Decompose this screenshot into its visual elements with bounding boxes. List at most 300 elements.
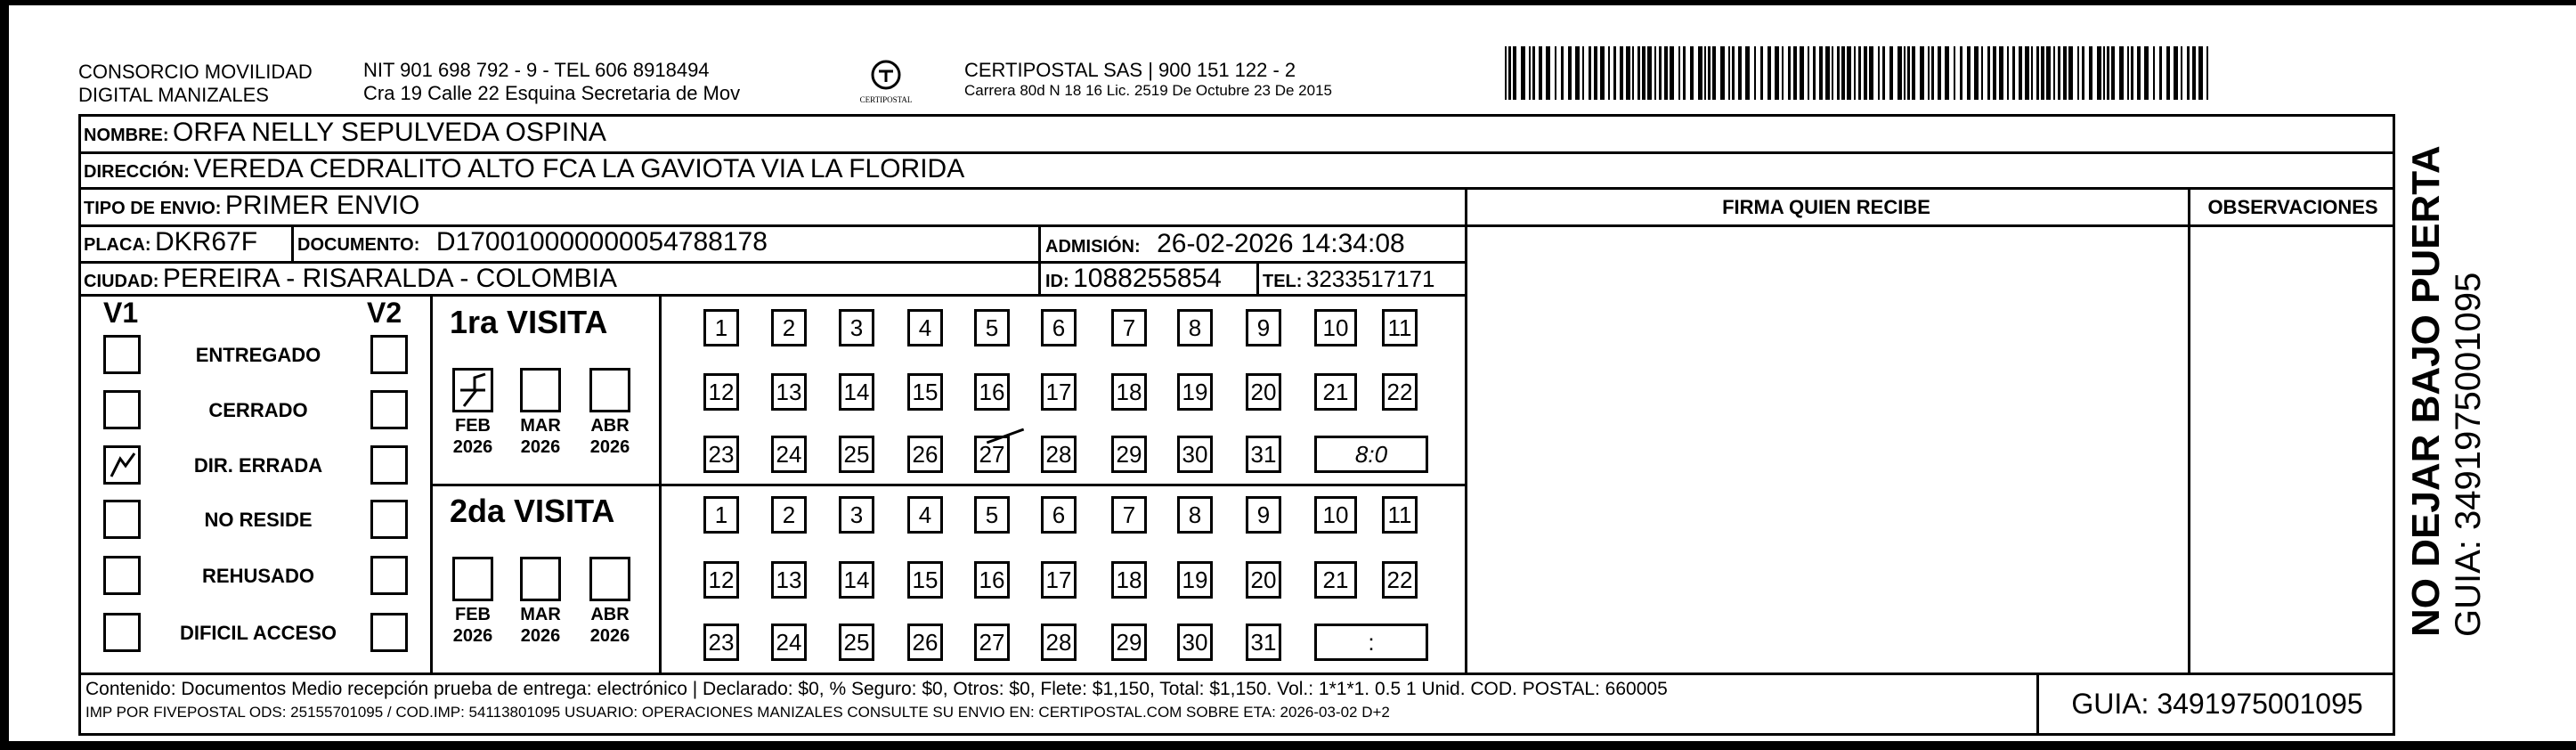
torn-bottom-edge	[0, 741, 2576, 750]
barcode-bar	[1561, 46, 1564, 100]
day-number: 26	[912, 628, 939, 656]
day-box[interactable]	[1177, 373, 1213, 411]
barcode-bar	[2206, 46, 2208, 100]
day-number: 13	[776, 378, 802, 405]
day-box[interactable]	[703, 561, 739, 599]
imp-line: IMP POR FIVEPOSTAL ODS: 25155701095 / COD.IMP: 54113801095 USUARIO: OPERACIONES MANIZALES CONSULTE SU ENVIO EN: CERTIPOSTAL.COM SOBRE ETA: 2026-03-02 D+2	[85, 704, 1390, 721]
day-number: 21	[1322, 378, 1349, 405]
day-box[interactable]	[1246, 309, 1281, 346]
v2-checkbox[interactable]	[370, 335, 408, 374]
day-box[interactable]	[703, 496, 739, 534]
month-year: 2026	[520, 437, 561, 457]
torn-left-edge	[0, 0, 9, 750]
day-number: 18	[1116, 566, 1142, 593]
barcode-bar	[1594, 46, 1597, 100]
day-number: 3	[849, 501, 864, 528]
month-year: 2026	[452, 437, 493, 457]
day-box[interactable]	[1041, 309, 1077, 346]
day-number: 29	[1116, 628, 1142, 656]
barcode-bar	[2063, 46, 2067, 100]
barcode-bar	[1754, 46, 1756, 100]
barcode-bar	[1869, 46, 1873, 100]
placa-row	[84, 227, 257, 257]
day-number: 19	[1182, 566, 1208, 593]
day-box[interactable]	[703, 309, 739, 346]
barcode-bar	[1600, 46, 1605, 100]
day-box[interactable]	[771, 624, 807, 661]
month-label	[583, 604, 637, 647]
barcode-bar	[1832, 46, 1833, 100]
barcode-bar	[1864, 46, 1867, 100]
day-box[interactable]	[1314, 373, 1357, 411]
v2-checkbox[interactable]	[370, 613, 408, 652]
placa-value: DKR67F	[155, 227, 258, 257]
barcode-bar	[1637, 46, 1640, 100]
barcode-bar	[1738, 46, 1742, 100]
barcode-bar	[1889, 46, 1893, 100]
month-name: FEB	[455, 416, 491, 436]
day-number: 31	[1250, 628, 1277, 656]
day-box[interactable]	[907, 309, 943, 346]
barcode-bar	[1967, 46, 1971, 100]
day-box[interactable]	[1246, 496, 1281, 534]
certipostal-logo	[855, 59, 917, 104]
day-box[interactable]	[974, 373, 1010, 411]
id-value: 1088255854	[1073, 264, 1222, 293]
day-number: 6	[1052, 501, 1066, 528]
day-number: 25	[843, 628, 870, 656]
barcode-bar	[1938, 46, 1941, 100]
day-number: 1	[714, 501, 728, 528]
day-number: 28	[1045, 628, 1072, 656]
barcode-bar	[1793, 46, 1797, 100]
day-number: 12	[708, 566, 735, 593]
barcode-bar	[1813, 46, 1816, 100]
day-box[interactable]	[1177, 561, 1213, 599]
barcode-bar	[2107, 46, 2109, 100]
barcode-bar	[1513, 46, 1516, 100]
barcode-bar	[1954, 46, 1955, 100]
observaciones-label: OBSERVACIONES	[2207, 196, 2378, 218]
month-checkbox[interactable]	[520, 368, 561, 412]
barcode-bar	[1767, 46, 1771, 100]
barcode-bar	[2144, 46, 2149, 100]
v1-checkbox[interactable]	[103, 390, 141, 429]
day-box[interactable]	[907, 373, 943, 411]
admision-divider	[1038, 224, 1041, 294]
direccion-row	[84, 154, 964, 184]
v1-checkbox[interactable]	[103, 556, 141, 595]
direccion-label: DIRECCIÓN:	[84, 162, 190, 182]
day-number: 27	[979, 628, 1005, 656]
day-number: 22	[1386, 566, 1413, 593]
barcode-bar	[1555, 46, 1556, 100]
day-box[interactable]	[1246, 561, 1281, 599]
barcode-bar	[1626, 46, 1630, 100]
day-number: 23	[708, 628, 735, 656]
time-box[interactable]	[1314, 624, 1428, 661]
day-number: 24	[776, 628, 802, 656]
day-number: 13	[776, 566, 802, 593]
day-number: 6	[1052, 314, 1066, 341]
barcode-bar	[2119, 46, 2124, 100]
certipostal-line-1: CERTIPOSTAL SAS | 900 151 122 - 2	[964, 59, 1296, 81]
barcode-bar	[1654, 46, 1656, 100]
admision-value: 26-02-2026 14:34:08	[1157, 229, 1405, 258]
day-number: 2	[782, 501, 796, 528]
barcode-bar	[1568, 46, 1572, 100]
logo-text: CERTIPOSTAL	[859, 95, 913, 104]
visit-month-divider	[659, 294, 662, 675]
day-number: 11	[1387, 314, 1412, 341]
day-box[interactable]	[1382, 309, 1418, 346]
barcode-bar	[1808, 46, 1809, 100]
barcode-bar	[2181, 46, 2182, 100]
month-year: 2026	[589, 626, 630, 646]
observaciones-left-border	[2188, 187, 2190, 675]
month-checkbox[interactable]	[452, 557, 493, 601]
day-number: 4	[918, 501, 932, 528]
v2-checkbox[interactable]	[370, 556, 408, 595]
second-visit-title: 2da VISITA	[450, 493, 615, 529]
nit-line: NIT 901 698 792 - 9 - TEL 606 8918494	[363, 59, 710, 81]
tipo-value: PRIMER ENVIO	[224, 191, 420, 220]
barcode-bar	[1837, 46, 1840, 100]
barcode-bar	[2031, 46, 2033, 100]
day-number: 7	[1122, 501, 1136, 528]
footer-divider	[78, 673, 2395, 675]
month-year: 2026	[589, 437, 630, 457]
day-box[interactable]	[907, 561, 943, 599]
ciudad-row	[84, 264, 617, 294]
footer-text	[85, 679, 1668, 721]
day-box[interactable]	[1246, 436, 1281, 473]
day-number: 17	[1045, 566, 1072, 593]
day-box[interactable]	[1314, 496, 1357, 534]
barcode-bar	[1690, 46, 1694, 100]
row-divider	[78, 187, 2395, 190]
day-box[interactable]	[907, 496, 943, 534]
v1-checkbox[interactable]	[103, 335, 141, 374]
day-box[interactable]	[1041, 373, 1077, 411]
v2-checkbox[interactable]	[370, 500, 408, 539]
status-label: NO RESIDE	[204, 509, 313, 531]
day-number: 8	[1188, 501, 1202, 528]
day-number: 8	[1188, 314, 1202, 341]
day-box[interactable]	[1041, 436, 1077, 473]
month-year: 2026	[452, 626, 493, 646]
barcode	[1505, 46, 2217, 100]
day-number: 24	[776, 440, 802, 468]
day-number: 3	[849, 314, 864, 341]
first-visit-title: 1ra VISITA	[450, 304, 608, 340]
barcode-bar	[1782, 46, 1784, 100]
v1-label: V1	[103, 297, 139, 329]
day-box[interactable]	[974, 436, 1010, 473]
day-box[interactable]	[839, 436, 874, 473]
barcode-bar	[1698, 46, 1702, 100]
barcode-bar	[2127, 46, 2129, 100]
day-box[interactable]	[1041, 624, 1077, 661]
row-divider	[78, 224, 1467, 227]
company-name	[78, 61, 313, 107]
day-number: 30	[1182, 628, 1208, 656]
barcode-bar	[1632, 46, 1634, 100]
day-box[interactable]	[1111, 436, 1147, 473]
barcode-bar	[2198, 46, 2203, 100]
barcode-bar	[1897, 46, 1902, 100]
barcode-bar	[1745, 46, 1750, 100]
barcode-bar	[1720, 46, 1725, 100]
day-box[interactable]	[703, 436, 739, 473]
barcode-bar	[1608, 46, 1610, 100]
day-number: 5	[985, 501, 999, 528]
barcode-bar	[2036, 46, 2039, 100]
v1-checkbox[interactable]	[103, 613, 141, 652]
v2-checkbox[interactable]	[370, 390, 408, 429]
status-label: DIR. ERRADA	[193, 454, 323, 477]
day-box[interactable]	[1111, 309, 1147, 346]
barcode-bar	[1620, 46, 1623, 100]
day-box[interactable]	[1111, 496, 1147, 534]
barcode-bar	[2153, 46, 2155, 100]
day-number: 31	[1250, 440, 1277, 468]
tel-label: TEL:	[1263, 272, 1303, 291]
day-box[interactable]	[703, 624, 739, 661]
time-value: :	[1368, 628, 1375, 656]
barcode-bar	[2068, 46, 2073, 100]
logo-icon	[868, 59, 904, 91]
barcode-bar	[1532, 46, 1535, 100]
day-number: 5	[985, 314, 999, 341]
barcode-bar	[1521, 46, 1525, 100]
day-box[interactable]	[1041, 496, 1077, 534]
v1-checkbox[interactable]	[103, 500, 141, 539]
day-number: 30	[1182, 440, 1208, 468]
barcode-bar	[1928, 46, 1930, 100]
no-dejar-bajo-puerta: NO DEJAR BAJO PUERTA	[2404, 145, 2448, 637]
day-number: 1	[714, 314, 728, 341]
month-label	[583, 415, 637, 458]
barcode-bar	[1993, 46, 1996, 100]
month-name: ABR	[590, 605, 630, 624]
status-label: REHUSADO	[202, 565, 314, 587]
barcode-bar	[1858, 46, 1861, 100]
day-number: 25	[843, 440, 870, 468]
day-box[interactable]	[771, 309, 807, 346]
barcode-bar	[1728, 46, 1730, 100]
month-year: 2026	[520, 626, 561, 646]
day-number: 19	[1182, 378, 1208, 405]
barcode-bar	[1945, 46, 1949, 100]
visit-divider	[430, 484, 1465, 486]
barcode-bar	[1960, 46, 1962, 100]
day-box[interactable]	[1246, 373, 1281, 411]
month-label	[446, 415, 500, 458]
day-number: 21	[1322, 566, 1349, 593]
day-number: 14	[843, 378, 870, 405]
day-box[interactable]	[1246, 624, 1281, 661]
barcode-bar	[1589, 46, 1591, 100]
barcode-bar	[1642, 46, 1646, 100]
barcode-bar	[2082, 46, 2084, 100]
barcode-bar	[2131, 46, 2133, 100]
barcode-bar	[1981, 46, 1983, 100]
v1-checkbox[interactable]	[103, 445, 141, 485]
barcode-image	[1505, 46, 2217, 100]
barcode-bar	[2192, 46, 2196, 100]
barcode-bar	[1529, 46, 1531, 100]
day-box[interactable]	[703, 373, 739, 411]
day-number: 29	[1116, 440, 1142, 468]
day-number: 12	[708, 378, 735, 405]
barcode-bar	[2019, 46, 2022, 100]
check-mark-icon	[455, 371, 491, 410]
month-label	[514, 415, 567, 458]
barcode-bar	[1854, 46, 1856, 100]
day-number: 28	[1045, 440, 1072, 468]
firma-label: FIRMA QUIEN RECIBE	[1722, 196, 1930, 218]
time-box[interactable]	[1314, 436, 1428, 473]
day-box[interactable]	[1111, 561, 1147, 599]
direccion-value: VEREDA CEDRALITO ALTO FCA LA GAVIOTA VIA LA FLORIDA	[193, 154, 965, 183]
barcode-bar	[2187, 46, 2190, 100]
barcode-bar	[1847, 46, 1851, 100]
day-box[interactable]	[974, 561, 1010, 599]
barcode-bar	[1678, 46, 1680, 100]
day-box[interactable]	[1111, 373, 1147, 411]
day-box[interactable]	[1314, 561, 1357, 599]
day-number: 2	[782, 314, 796, 341]
barcode-bar	[1760, 46, 1763, 100]
day-number: 18	[1116, 378, 1142, 405]
month-checkbox[interactable]	[589, 368, 630, 412]
month-name: MAR	[520, 416, 561, 436]
day-number: 14	[843, 566, 870, 593]
day-box[interactable]	[771, 496, 807, 534]
tipo-row	[84, 191, 419, 221]
barcode-bar	[2174, 46, 2178, 100]
day-number: 10	[1322, 501, 1349, 528]
time-value: 8:0	[1354, 440, 1388, 468]
barcode-bar	[1800, 46, 1804, 100]
barcode-bar	[1920, 46, 1924, 100]
day-box[interactable]	[839, 309, 874, 346]
tel-row	[1263, 265, 1435, 293]
day-number: 17	[1045, 378, 1072, 405]
nombre-row	[84, 118, 606, 148]
barcode-bar	[1704, 46, 1706, 100]
ciudad-value: PEREIRA - RISARALDA - COLOMBIA	[162, 264, 618, 293]
documento-value: D170010000000054788178	[435, 227, 768, 257]
month-checkbox[interactable]	[520, 557, 561, 601]
day-number: 11	[1387, 501, 1412, 528]
placa-label: PLACA:	[84, 235, 151, 255]
barcode-bar	[2046, 46, 2051, 100]
day-box[interactable]	[1111, 624, 1147, 661]
barcode-bar	[1712, 46, 1716, 100]
day-box[interactable]	[1041, 561, 1077, 599]
day-box[interactable]	[1177, 309, 1213, 346]
day-box[interactable]	[771, 436, 807, 473]
day-box[interactable]	[839, 496, 874, 534]
day-box[interactable]	[974, 624, 1010, 661]
barcode-bar	[1664, 46, 1668, 100]
day-box[interactable]	[907, 624, 943, 661]
day-box[interactable]	[839, 561, 874, 599]
barcode-bar	[2159, 46, 2162, 100]
nombre-value: ORFA NELLY SEPULVEDA OSPINA	[173, 118, 606, 147]
barcode-bar	[2111, 46, 2115, 100]
barcode-bar	[2007, 46, 2009, 100]
firma-left-border	[1465, 187, 1467, 675]
id-label: ID:	[1045, 272, 1069, 291]
barcode-bar	[2058, 46, 2060, 100]
month-checkbox[interactable]	[589, 557, 630, 601]
day-number: 16	[979, 378, 1005, 405]
day-box[interactable]	[839, 624, 874, 661]
barcode-bar	[1582, 46, 1584, 100]
day-box[interactable]	[907, 436, 943, 473]
day-box[interactable]	[771, 561, 807, 599]
footer-guia: GUIA: 3491975001095	[2071, 688, 2363, 720]
day-box[interactable]	[771, 373, 807, 411]
day-number: 23	[708, 440, 735, 468]
certipostal-line-2: Carrera 80d N 18 16 Lic. 2519 De Octubre 23 De 2015	[964, 82, 1332, 99]
day-box[interactable]	[974, 309, 1010, 346]
barcode-bar	[1788, 46, 1791, 100]
day-box[interactable]	[1382, 496, 1418, 534]
barcode-bar	[1841, 46, 1845, 100]
barcode-bar	[2077, 46, 2079, 100]
barcode-bar	[1987, 46, 1990, 100]
nombre-label: NOMBRE:	[84, 126, 169, 145]
barcode-bar	[1505, 46, 1507, 100]
day-box[interactable]	[974, 496, 1010, 534]
day-box[interactable]	[1177, 624, 1213, 661]
status-label: DIFICIL ACCESO	[179, 622, 337, 644]
id-row	[1045, 264, 1222, 294]
ciudad-label: CIUDAD:	[84, 272, 159, 291]
barcode-bar	[1974, 46, 1979, 100]
barcode-bar	[1546, 46, 1550, 100]
v2-checkbox[interactable]	[370, 445, 408, 485]
day-number: 27	[979, 440, 1005, 468]
tel-divider	[1256, 261, 1259, 294]
barcode-bar	[2166, 46, 2170, 100]
barcode-bar	[1878, 46, 1880, 100]
month-name: FEB	[455, 605, 491, 624]
torn-top-edge	[0, 0, 2576, 5]
day-box[interactable]	[1177, 496, 1213, 534]
admision-row	[1045, 229, 1405, 259]
tel-value: 3233517171	[1305, 265, 1435, 292]
day-box[interactable]	[1314, 309, 1357, 346]
barcode-bar	[1670, 46, 1674, 100]
day-box[interactable]	[1382, 561, 1418, 599]
day-number: 7	[1122, 314, 1136, 341]
day-box[interactable]	[1177, 436, 1213, 473]
placa-divider	[291, 224, 294, 261]
day-box[interactable]	[1382, 373, 1418, 411]
tipo-label: TIPO DE ENVIO:	[84, 199, 222, 218]
company-line-2: DIGITAL MANIZALES	[78, 84, 269, 106]
day-number: 9	[1256, 314, 1271, 341]
day-box[interactable]	[839, 373, 874, 411]
month-checkbox[interactable]	[452, 368, 493, 412]
month-name: ABR	[590, 416, 630, 436]
barcode-bar	[1825, 46, 1830, 100]
